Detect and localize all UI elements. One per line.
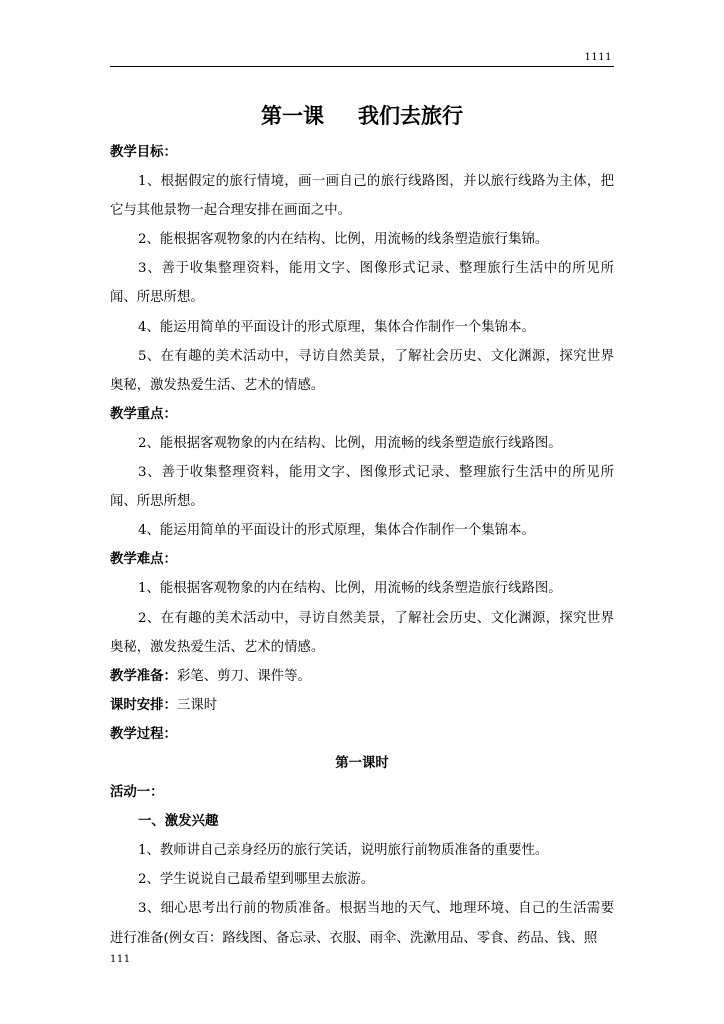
document-body bbox=[110, 138, 614, 953]
footer-page-label: 111 bbox=[110, 954, 131, 965]
key-point-item: 3、善于收集整理资料，能用文字、图像形式记录、整理旅行生活中的所见所闻、所思所想。 bbox=[110, 465, 614, 510]
goal-item: 1、根据假定的旅行情境，画一画自己的旅行线路图，并以旅行线路为主体，把它与其他景物一起合理安排在画面之中。 bbox=[110, 174, 614, 219]
period-title: 第一课时 bbox=[335, 755, 389, 771]
schedule-value: 三课时 bbox=[176, 697, 218, 713]
key-point-item: 2、能根据客观物象的内在结构、比例，用流畅的线条塑造旅行线路图。 bbox=[138, 435, 562, 451]
key-points-heading: 教学重点： bbox=[110, 406, 177, 422]
goal-item: 3、善于收集整理资料，能用文字、图像形式记录、整理旅行生活中的所见所闻、所思所想。 bbox=[110, 261, 614, 306]
preparation-line bbox=[110, 662, 614, 691]
sub-heading: 一、激发兴趣 bbox=[138, 814, 219, 830]
key-point-item: 4、能运用简单的平面设计的形式原理，集体合作制作一个集锦本。 bbox=[138, 523, 535, 539]
header-page-label: 1111 bbox=[584, 52, 612, 63]
process-item: 1、教师讲自己亲身经历的旅行笑话，说明旅行前物质准备的重要性。 bbox=[138, 843, 549, 859]
preparation-value: 彩笔、剪刀、课件等。 bbox=[176, 668, 311, 684]
goals-heading: 教学目标： bbox=[110, 145, 177, 160]
difficulty-item: 1、能根据客观物象的内在结构、比例，用流畅的线条塑造旅行线路图。 bbox=[138, 581, 562, 597]
goal-item: 4、能运用简单的平面设计的形式原理，集体合作制作一个集锦本。 bbox=[138, 319, 535, 335]
schedule-line bbox=[110, 691, 614, 720]
activity-heading: 活动一： bbox=[110, 785, 164, 801]
schedule-label: 课时安排： bbox=[110, 697, 177, 713]
process-item: 2、学生说说自己最希望到哪里去旅游。 bbox=[138, 872, 375, 888]
lesson-name: 我们去旅行 bbox=[358, 104, 463, 128]
process-heading: 教学过程： bbox=[110, 726, 177, 742]
process-item: 3、细心思考出行前的物质准备。根据当地的天气、地理环境、自己的生活需要进行准备(例女百：路线图、备忘录、衣服、雨伞、洗漱用品、零食、药品、钱、照 bbox=[110, 901, 614, 946]
page-title bbox=[110, 100, 614, 130]
difficulty-item: 2、在有趣的美术活动中，寻访自然美景，了解社会历史、文化渊源，探究世界奥秘，激发热爱生活、艺术的情感。 bbox=[110, 610, 614, 655]
difficulties-heading: 教学难点： bbox=[110, 552, 177, 568]
header-rule bbox=[110, 66, 614, 67]
lesson-number: 第一课 bbox=[261, 104, 324, 128]
preparation-label: 教学准备： bbox=[110, 668, 177, 684]
goal-item: 5、在有趣的美术活动中，寻访自然美景，了解社会历史、文化渊源，探究世界奥秘，激发热爱生活、艺术的情感。 bbox=[110, 348, 614, 393]
goal-item: 2、能根据客观物象的内在结构、比例，用流畅的线条塑造旅行集锦。 bbox=[138, 232, 549, 248]
